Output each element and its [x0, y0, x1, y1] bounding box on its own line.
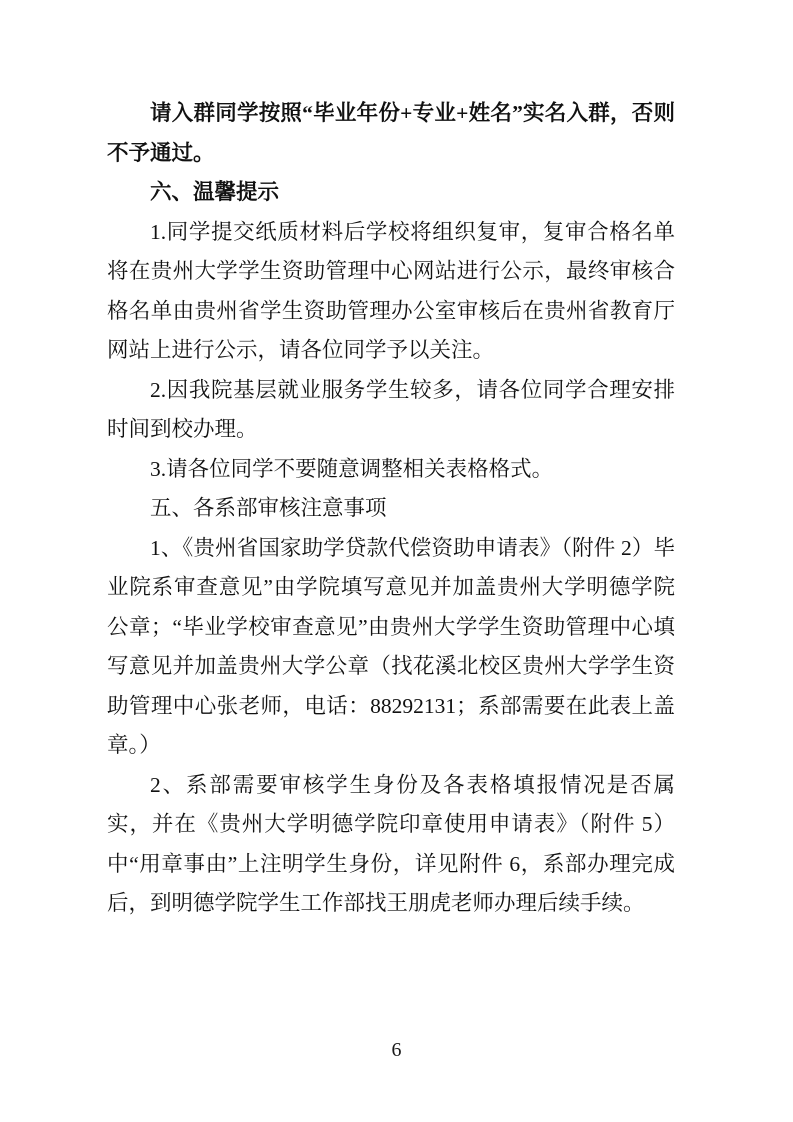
intro-paragraph: 请入群同学按照“毕业年份+专业+姓名”实名入群，否则不予通过。	[107, 101, 675, 165]
section-six-heading: 六、温馨提示	[150, 180, 280, 204]
section-five-heading: 五、各系部审核注意事项	[150, 496, 387, 520]
tip-paragraph-2: 2.因我院基层就业服务学生较多，请各位同学合理安排时间到校办理。	[107, 377, 675, 441]
document-body	[107, 94, 675, 924]
tip-paragraph-1: 1.同学提交纸质材料后学校将组织复审，复审合格名单将在贵州大学学生资助管理中心网站进行公示，最终审核合格名单由贵州省学生资助管理办公室审核后在贵州省教育厅网站上进行公示，请各位同学予以关注。	[107, 219, 675, 362]
note-paragraph-2: 2、系部需要审核学生身份及各表格填报情况是否属实，并在《贵州大学明德学院印章使用申请表》（附件 5）中“用章事由”上注明学生身份，详见附件 6，系部办理完成后，到明德学院学生工作部找王朋虎老师办理后续手续。	[107, 772, 675, 915]
note-paragraph-1: 1、《贵州省国家助学贷款代偿资助申请表》（附件 2）毕业院系审查意见”由学院填写意见并加盖贵州大学明德学院公章；“毕业学校审查意见”由贵州大学学生资助管理中心填写意见并加盖贵州大学公章（找花溪北校区贵州大学学生资助管理中心张老师，电话：88292131；系部需要在此表上盖章。）	[107, 535, 675, 757]
tip-paragraph-3: 3.请各位同学不要随意调整相关表格格式。	[150, 456, 554, 481]
page-number: 6	[391, 1039, 402, 1061]
